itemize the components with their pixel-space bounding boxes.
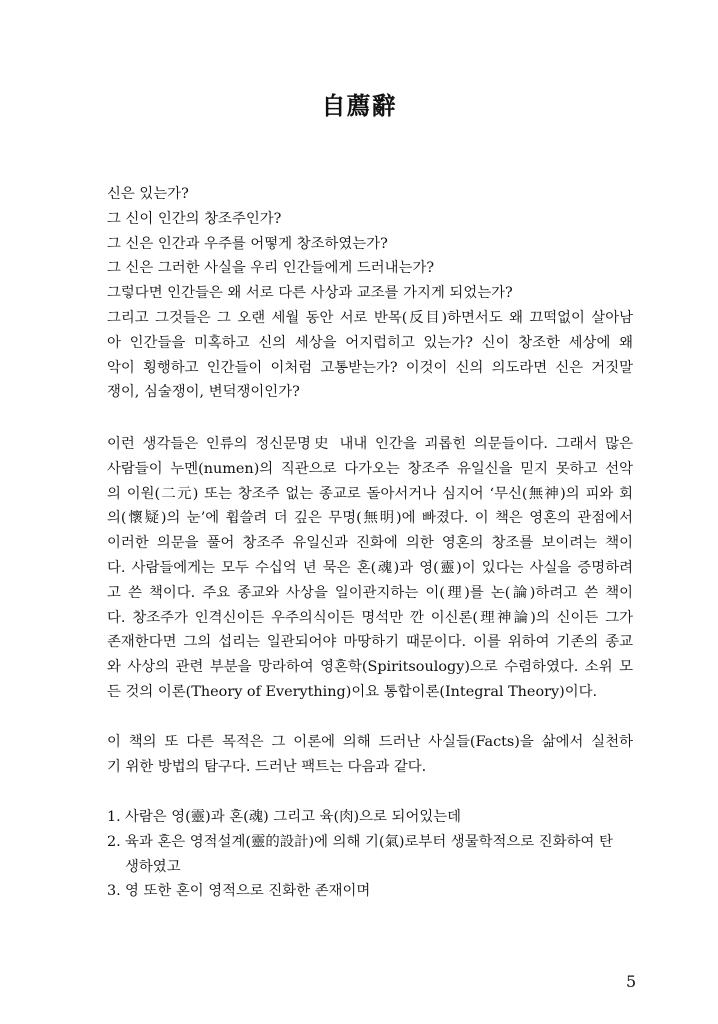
text-line: 이러한 의문을 풀어 창조주 유일신과 진화에 의한 영혼의 창조를 보이려는 책이 [107, 535, 633, 552]
text-line: 다. 사람들에게는 모두 수십억 년 묵은 혼(魂)과 영(靈)이 있다는 사실을 증명하려 [107, 559, 633, 576]
paragraph-questions [107, 182, 633, 405]
text-line: 다. 창조주가 인격신이든 우주의식이든 명석만 깐 이신론(理神論)의 신이든 그가 [107, 609, 633, 626]
text-line: 이런 생각들은 인류의 정신문명史 내내 인간을 괴롭힌 의문들이다. 그래서 많은 [107, 436, 633, 452]
text-line: 든 것의 이론(Theory of Everything)이요 통합이론(Integral Theory)이다. [107, 683, 598, 700]
text-line: 그 신은 인간과 우주를 어떻게 창조하였는가? [107, 235, 388, 252]
text-line: 그 신은 그러한 사실을 우리 인간들에게 드러내는가? [107, 260, 435, 277]
list-number: 2. [107, 833, 121, 850]
text-line: 이 책의 또 다른 목적은 그 이론에 의해 드러난 사실들(Facts)을 삶에서 실천하 [107, 734, 633, 750]
list-item-continuation [107, 855, 633, 880]
text-line: 기 위한 방법의 탐구다. 드러난 팩트는 다음과 같다. [107, 758, 427, 775]
text-line: 그리고 그것들은 그 오랜 세월 동안 서로 반목(反目)하면서도 왜 끄떡없이 살아남 [107, 309, 633, 326]
list-number: 1. [107, 809, 121, 825]
text-line: 존재한다면 그의 섭리는 일관되어야 마땅하기 때문이다. 이를 위하여 기존의 종교 [107, 634, 633, 651]
text-line: 의 이원(二元) 또는 창조주 없는 종교로 돌아서거나 심지어 ‘무신(無神)의 피와 회 [107, 485, 633, 502]
text-line: 와 사상의 관련 부분을 망라하여 영혼학(Spiritsoulogy)으로 수렴하였다. 소위 모 [107, 659, 633, 676]
text-line: 사람들이 누멘(numen)의 직관으로 다가오는 창조주 유일신을 믿지 못하고 선악 [107, 460, 633, 477]
text-line: 악이 횡행하고 인간들이 이처럼 고통받는가? 이것이 신의 의도라면 신은 거짓말 [107, 359, 633, 376]
page-title: 自薦辭 [321, 91, 397, 120]
list-number: 3. [107, 883, 121, 900]
paragraph-facts-intro [107, 730, 633, 780]
paragraph-purpose [107, 432, 633, 705]
facts-list [107, 805, 633, 904]
list-text: 영 또한 혼이 영적으로 진화한 존재이며 [125, 883, 371, 900]
page-number: 5 [626, 972, 637, 991]
text-line: 신은 있는가? [107, 186, 189, 202]
text-line: 아 인간들을 미혹하고 신의 세상을 어지럽히고 있는가? 신이 창조한 세상에 왜 [107, 334, 633, 351]
list-item [107, 879, 633, 904]
text-line: 그렇다면 인간들은 왜 서로 다른 사상과 교조를 가지게 되었는가? [107, 285, 513, 302]
list-text: 육과 혼은 영적설계(靈的設計)에 의해 기(氣)로부터 생물학적으로 진화하여 탄 [125, 833, 613, 850]
list-item [107, 805, 633, 830]
text-line: 고 쓴 책이다. 주요 종교와 사상을 일이관지하는 이(理)를 논(論)하려고 쓴 책이 [107, 584, 633, 601]
list-text: 생하였고 [125, 858, 181, 875]
list-text: 사람은 영(靈)과 혼(魂) 그리고 육(肉)으로 되어있는데 [125, 809, 462, 825]
text-line: 그 신이 인간의 창조주인가? [107, 210, 282, 227]
list-item [107, 830, 633, 855]
text-line: 의(懷疑)의 눈’에 휩쓸려 더 깊은 무명(無明)에 빠졌다. 이 책은 영혼의 관점에서 [107, 510, 633, 527]
text-line: 쟁이, 심술쟁이, 변덕쟁이인가? [107, 384, 300, 401]
